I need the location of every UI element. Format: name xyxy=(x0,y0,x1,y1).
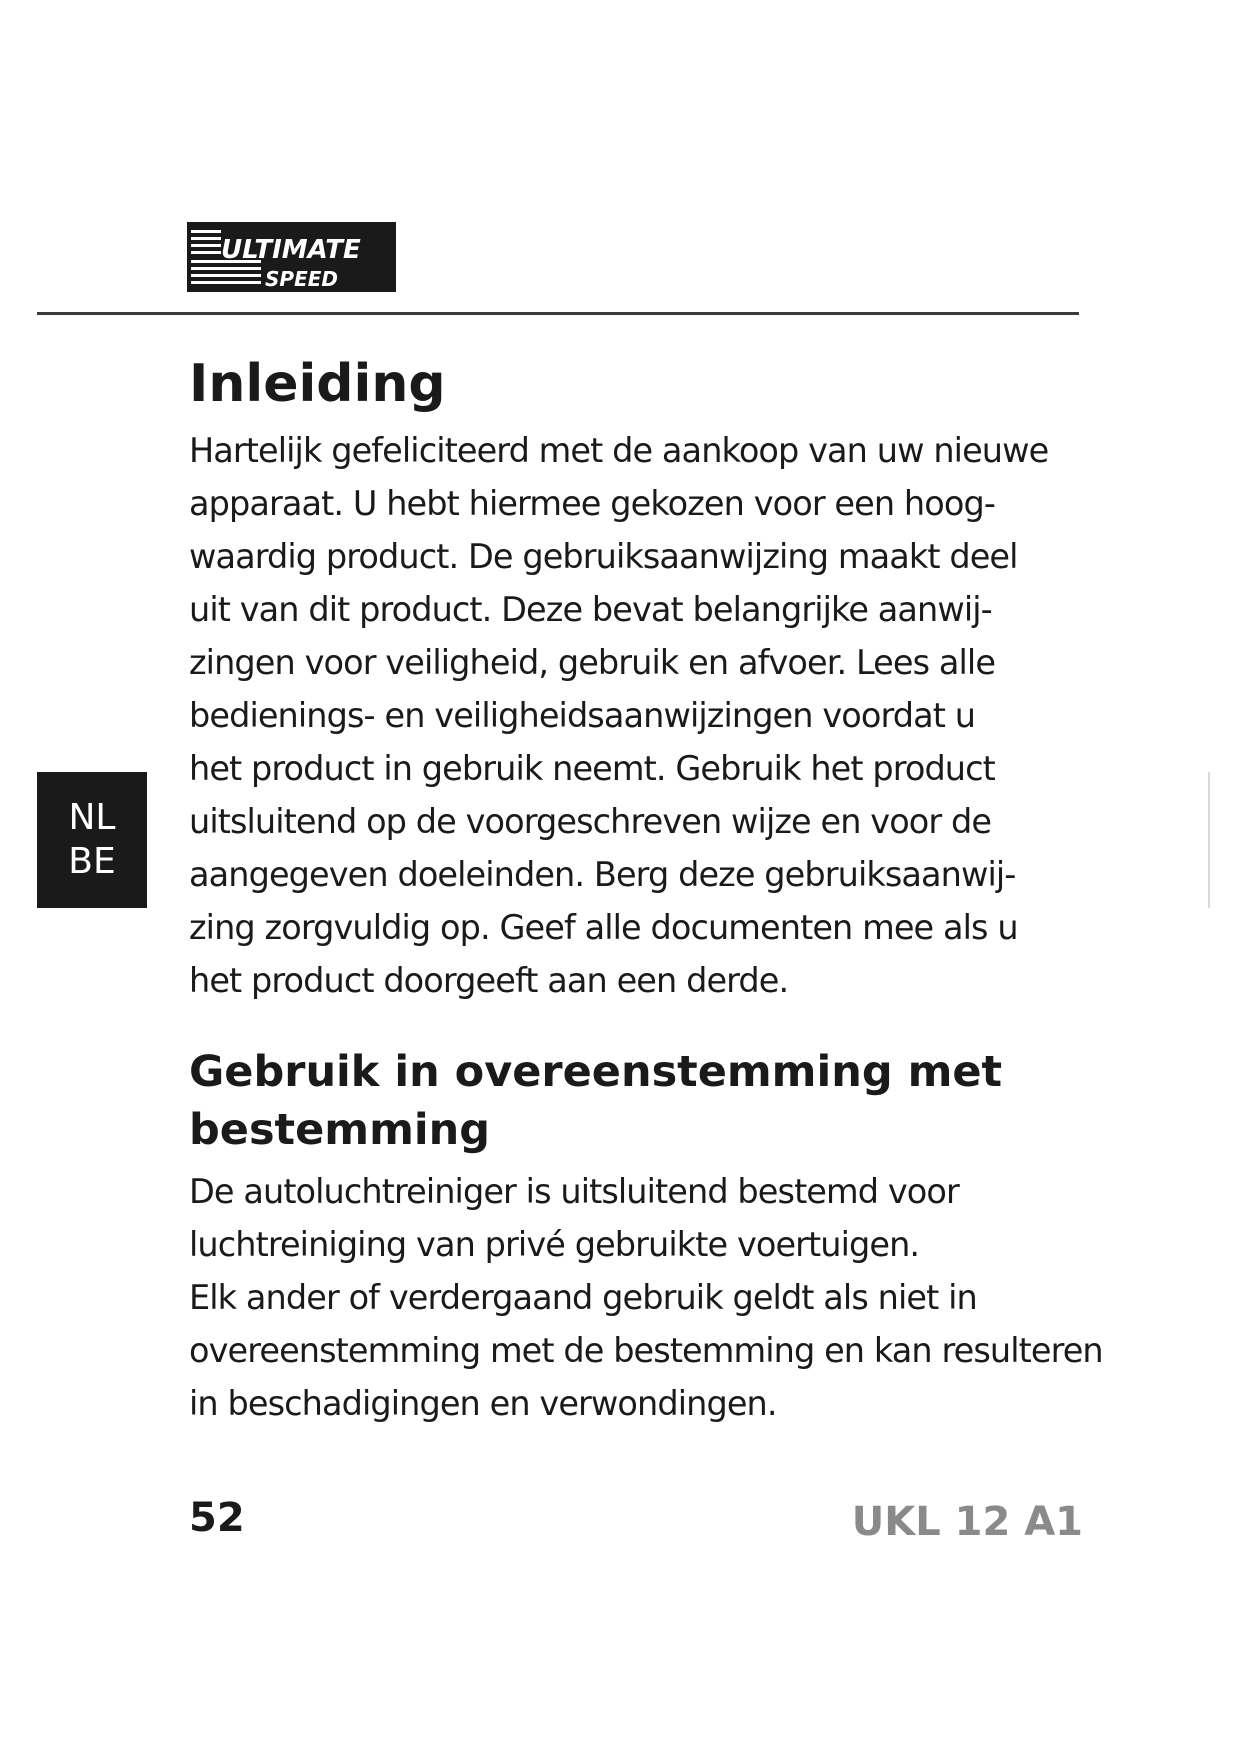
text-line: uit van dit product. Deze bevat belangrijke aanwij- xyxy=(189,590,992,629)
section-title-line: Gebruik in overeenstemming met xyxy=(189,1047,1003,1097)
text-line: zing zorgvuldig op. Geef alle documenten mee als u xyxy=(189,908,1018,947)
text-line: in beschadigingen en verwondingen. xyxy=(189,1384,777,1423)
text-line: waardig product. De gebruiksaanwijzing maakt deel xyxy=(189,537,1018,576)
logo-line2: SPEED xyxy=(265,267,338,291)
page-edge-mark xyxy=(1208,772,1210,908)
language-code-be: BE xyxy=(68,841,116,882)
language-tab xyxy=(37,772,147,908)
text-line: bedienings- en veiligheidsaanwijzingen voordat u xyxy=(189,696,976,735)
page-content xyxy=(189,344,1103,1430)
model-number: UKL 12 A1 xyxy=(851,1499,1083,1545)
text-line: De autoluchtreiniger is uitsluitend bestemd voor xyxy=(189,1172,959,1211)
text-line: overeenstemming met de bestemming en kan resulteren xyxy=(189,1331,1103,1370)
section-title-line: bestemming xyxy=(189,1105,490,1155)
text-line: luchtreiniging van privé gebruikte voertuigen. xyxy=(189,1225,920,1264)
section-title-intended-use xyxy=(189,1043,1099,1159)
text-line: het product doorgeeft aan een derde. xyxy=(189,961,789,1000)
section-title-inleiding: Inleiding xyxy=(189,354,446,414)
text-line: Elk ander of verdergaand gebruik geldt als niet in xyxy=(189,1278,977,1317)
text-line: Hartelijk gefeliciteerd met de aankoop van uw nieuwe xyxy=(189,431,1049,470)
text-line: aangegeven doeleinden. Berg deze gebruiksaanwij- xyxy=(189,855,1016,894)
brand-logo xyxy=(187,222,396,292)
text-line: het product in gebruik neemt. Gebruik het product xyxy=(189,749,995,788)
text-line: zingen voor veiligheid, gebruik en afvoer. Lees alle xyxy=(189,643,996,682)
ultimate-speed-logo-graphic xyxy=(187,222,396,292)
language-code-nl: NL xyxy=(68,797,116,838)
text-line: apparaat. U hebt hiermee gekozen voor een hoog- xyxy=(189,484,996,523)
logo-line1: ULTIMATE xyxy=(221,235,361,265)
page-number: 52 xyxy=(189,1495,245,1541)
intended-use-paragraph xyxy=(189,1165,1103,1430)
header-divider xyxy=(37,312,1079,315)
text-line: uitsluitend op de voorgeschreven wijze en voor de xyxy=(189,802,992,841)
intro-paragraph xyxy=(189,424,1099,1007)
